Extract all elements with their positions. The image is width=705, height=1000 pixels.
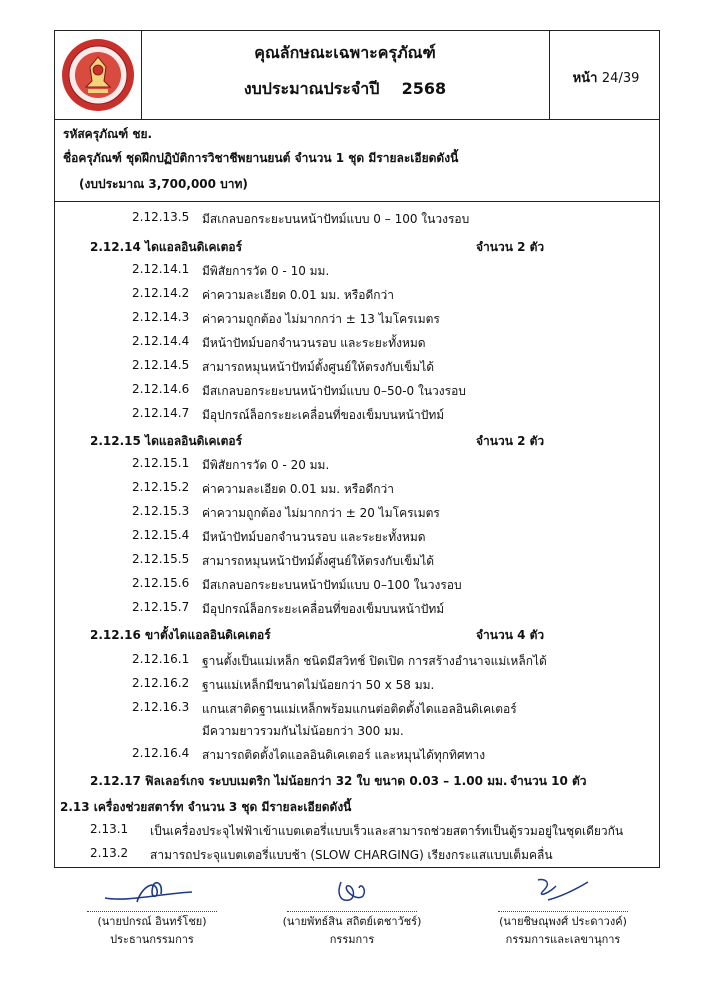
item-text: มีหน้าปัทม์บอกจำนวนรอบ และระยะทั้งหมด — [202, 530, 426, 544]
item-text: ค่าความถูกต้อง ไม่มากกว่า ± 20 ไมโครเมตร — [202, 506, 440, 520]
fiscal-year: 2568 — [401, 79, 447, 98]
item-number: 2.12.15.4 — [132, 528, 190, 542]
item-number: 2.12.14.7 — [132, 406, 190, 420]
item-number: 2.12.16.3 — [132, 700, 190, 714]
item-text: มีสเกลบอกระยะบนหน้าปัทม์แบบ 0–50-0 ในวงรอบ — [202, 384, 466, 398]
item-quantity: จำนวน 2 ตัว — [476, 240, 545, 254]
item-number: 2.12.14.2 — [132, 286, 190, 300]
item-text: ค่าความละเอียด 0.01 มม. หรือดีกว่า — [202, 288, 395, 302]
item-text: มีพิสัยการวัด 0 - 20 มม. — [202, 458, 330, 472]
item-text: เป็นเครื่องประจุไฟฟ้าเข้าแบตเตอรี่แบบเร็วและสามารถช่วยสตาร์ทเป็นตู้รวมอยู่ในชุดเดียวกัน — [150, 824, 624, 838]
item-text: สามารถติดตั้งไดแอลอินดิเคเตอร์ และหมุนได้ทุกทิศทาง — [202, 748, 486, 762]
section-heading: 2.12.17 ฟิลเลอร์เกจ ระบบเมตริก ไม่น้อยกว่า 32 ใบ ขนาด 0.03 – 1.00 มม. — [90, 774, 508, 788]
item-text: แกนเสาติดฐานแม่เหล็กพร้อมแกนต่อติดตั้งไดแอลอินดิเคเตอร์ — [202, 702, 517, 716]
item-number: 2.12.14.6 — [132, 382, 190, 396]
document-header — [55, 31, 659, 120]
fiscal-year-line — [141, 77, 549, 102]
item-number: 2.12.15.3 — [132, 504, 190, 518]
item-number: 2.12.15.6 — [132, 576, 190, 590]
signature-block — [252, 872, 452, 948]
item-number: 2.12.14.5 — [132, 358, 190, 372]
signer-name: (นายชิษณุพงศ์ ประดาวงค์) — [499, 915, 627, 928]
item-text: สามารถหมุนหน้าปัทม์ตั้งศูนย์ให้ตรงกับเข็มได้ — [202, 360, 435, 374]
item-text: มีสเกลบอกระยะบนหน้าปัทม์แบบ 0–100 ในวงรอบ — [202, 578, 462, 592]
section-heading: 2.12.14 ไดแอลอินดิเคเตอร์ — [90, 240, 243, 254]
item-quantity: จำนวน 4 ตัว — [476, 628, 545, 642]
fiscal-year-label: งบประมาณประจำปี — [243, 79, 380, 98]
item-number: 2.12.16.4 — [132, 746, 190, 760]
equipment-info — [55, 119, 659, 202]
item-text: ฐานแม่เหล็กมีขนาดไม่น้อยกว่า 50 x 58 มม. — [202, 678, 435, 692]
title-cell — [141, 31, 549, 119]
page-num: 24/39 — [601, 71, 640, 86]
item-text: ฐานตั้งเป็นแม่เหล็ก ชนิดมีสวิทช์ ปิดเปิด การสร้างอำนาจแม่เหล็กได้ — [202, 654, 547, 668]
page-number-cell — [549, 31, 662, 119]
vocational-commission-seal-icon — [60, 37, 136, 113]
handwritten-signature-icon — [297, 872, 407, 908]
item-number: 2.12.15.5 — [132, 552, 190, 566]
item-number: 2.12.14.1 — [132, 262, 190, 276]
item-number: 2.13.2 — [90, 846, 129, 860]
page-number — [550, 67, 662, 88]
page-label: หน้า — [572, 71, 598, 86]
item-number: 2.12.15.1 — [132, 456, 190, 470]
equipment-code: รหัสครุภัณฑ์ ชย. — [63, 127, 153, 141]
item-number: 2.12.13.5 — [132, 210, 190, 224]
item-number: 2.12.16.2 — [132, 676, 190, 690]
item-number: 2.12.16.1 — [132, 652, 190, 666]
item-number: 2.12.14.4 — [132, 334, 190, 348]
item-text: มีสเกลบอกระยะบนหน้าปัทม์แบบ 0 – 100 ในวงรอบ — [202, 212, 470, 226]
item-text: มีหน้าปัทม์บอกจำนวนรอบ และระยะทั้งหมด — [202, 336, 426, 350]
signer-role: กรรมการและเลขานุการ — [505, 933, 621, 946]
item-text: มีพิสัยการวัด 0 - 10 มม. — [202, 264, 330, 278]
item-text: มีอุปกรณ์ล็อกระยะเคลื่อนที่ของเข็มบนหน้าปัทม์ — [202, 408, 445, 422]
item-text: มีความยาวรวมกันไม่น้อยกว่า 300 มม. — [202, 724, 404, 738]
handwritten-signature-icon — [508, 872, 618, 908]
item-number: 2.12.14.3 — [132, 310, 190, 324]
item-text: ค่าความละเอียด 0.01 มม. หรือดีกว่า — [202, 482, 395, 496]
signer-role: ประธานกรรมการ — [110, 933, 194, 946]
item-quantity: จำนวน 10 ตัว — [510, 774, 587, 788]
logo-cell — [55, 31, 142, 119]
item-text: สามารถประจุแบตเตอรี่แบบช้า (SLOW CHARGING) เรียงกระแสแบบเต็มคลื่น — [150, 848, 553, 862]
document-title: คุณลักษณะเฉพาะครุภัณฑ์ — [254, 43, 436, 62]
signer-role: กรรมการ — [329, 933, 375, 946]
item-quantity: จำนวน 2 ตัว — [476, 434, 545, 448]
item-number: 2.13.1 — [90, 822, 129, 836]
equipment-name: ชื่อครุภัณฑ์ ชุดฝึกปฏิบัติการวิชาชีพยานยนต์ จำนวน 1 ชุด มีรายละเอียดดังนี้ — [63, 151, 459, 165]
section-heading: 2.12.16 ขาตั้งไดแอลอินดิเคเตอร์ — [90, 628, 271, 642]
signature-block — [458, 872, 668, 948]
section-heading: 2.13 เครื่องช่วยสตาร์ท จำนวน 3 ชุด มีรายละเอียดดังนี้ — [60, 800, 352, 814]
handwritten-signature-icon — [97, 872, 207, 908]
item-number: 2.12.15.2 — [132, 480, 190, 494]
section-heading: 2.12.15 ไดแอลอินดิเคเตอร์ — [90, 434, 243, 448]
item-number: 2.12.15.7 — [132, 600, 190, 614]
signer-name: (นายปกรณ์ อินทร์โชย) — [97, 915, 207, 928]
item-text: ค่าความถูกต้อง ไม่มากกว่า ± 13 ไมโครเมตร — [202, 312, 440, 326]
signature-block — [52, 872, 252, 948]
item-text: สามารถหมุนหน้าปัทม์ตั้งศูนย์ให้ตรงกับเข็มได้ — [202, 554, 435, 568]
signer-name: (นายพัทธ์สิน สถิตย์เตชาวัชร์) — [282, 915, 422, 928]
budget-amount: (งบประมาณ 3,700,000 บาท) — [79, 177, 248, 191]
item-text: มีอุปกรณ์ล็อกระยะเคลื่อนที่ของเข็มบนหน้าปัทม์ — [202, 602, 445, 616]
